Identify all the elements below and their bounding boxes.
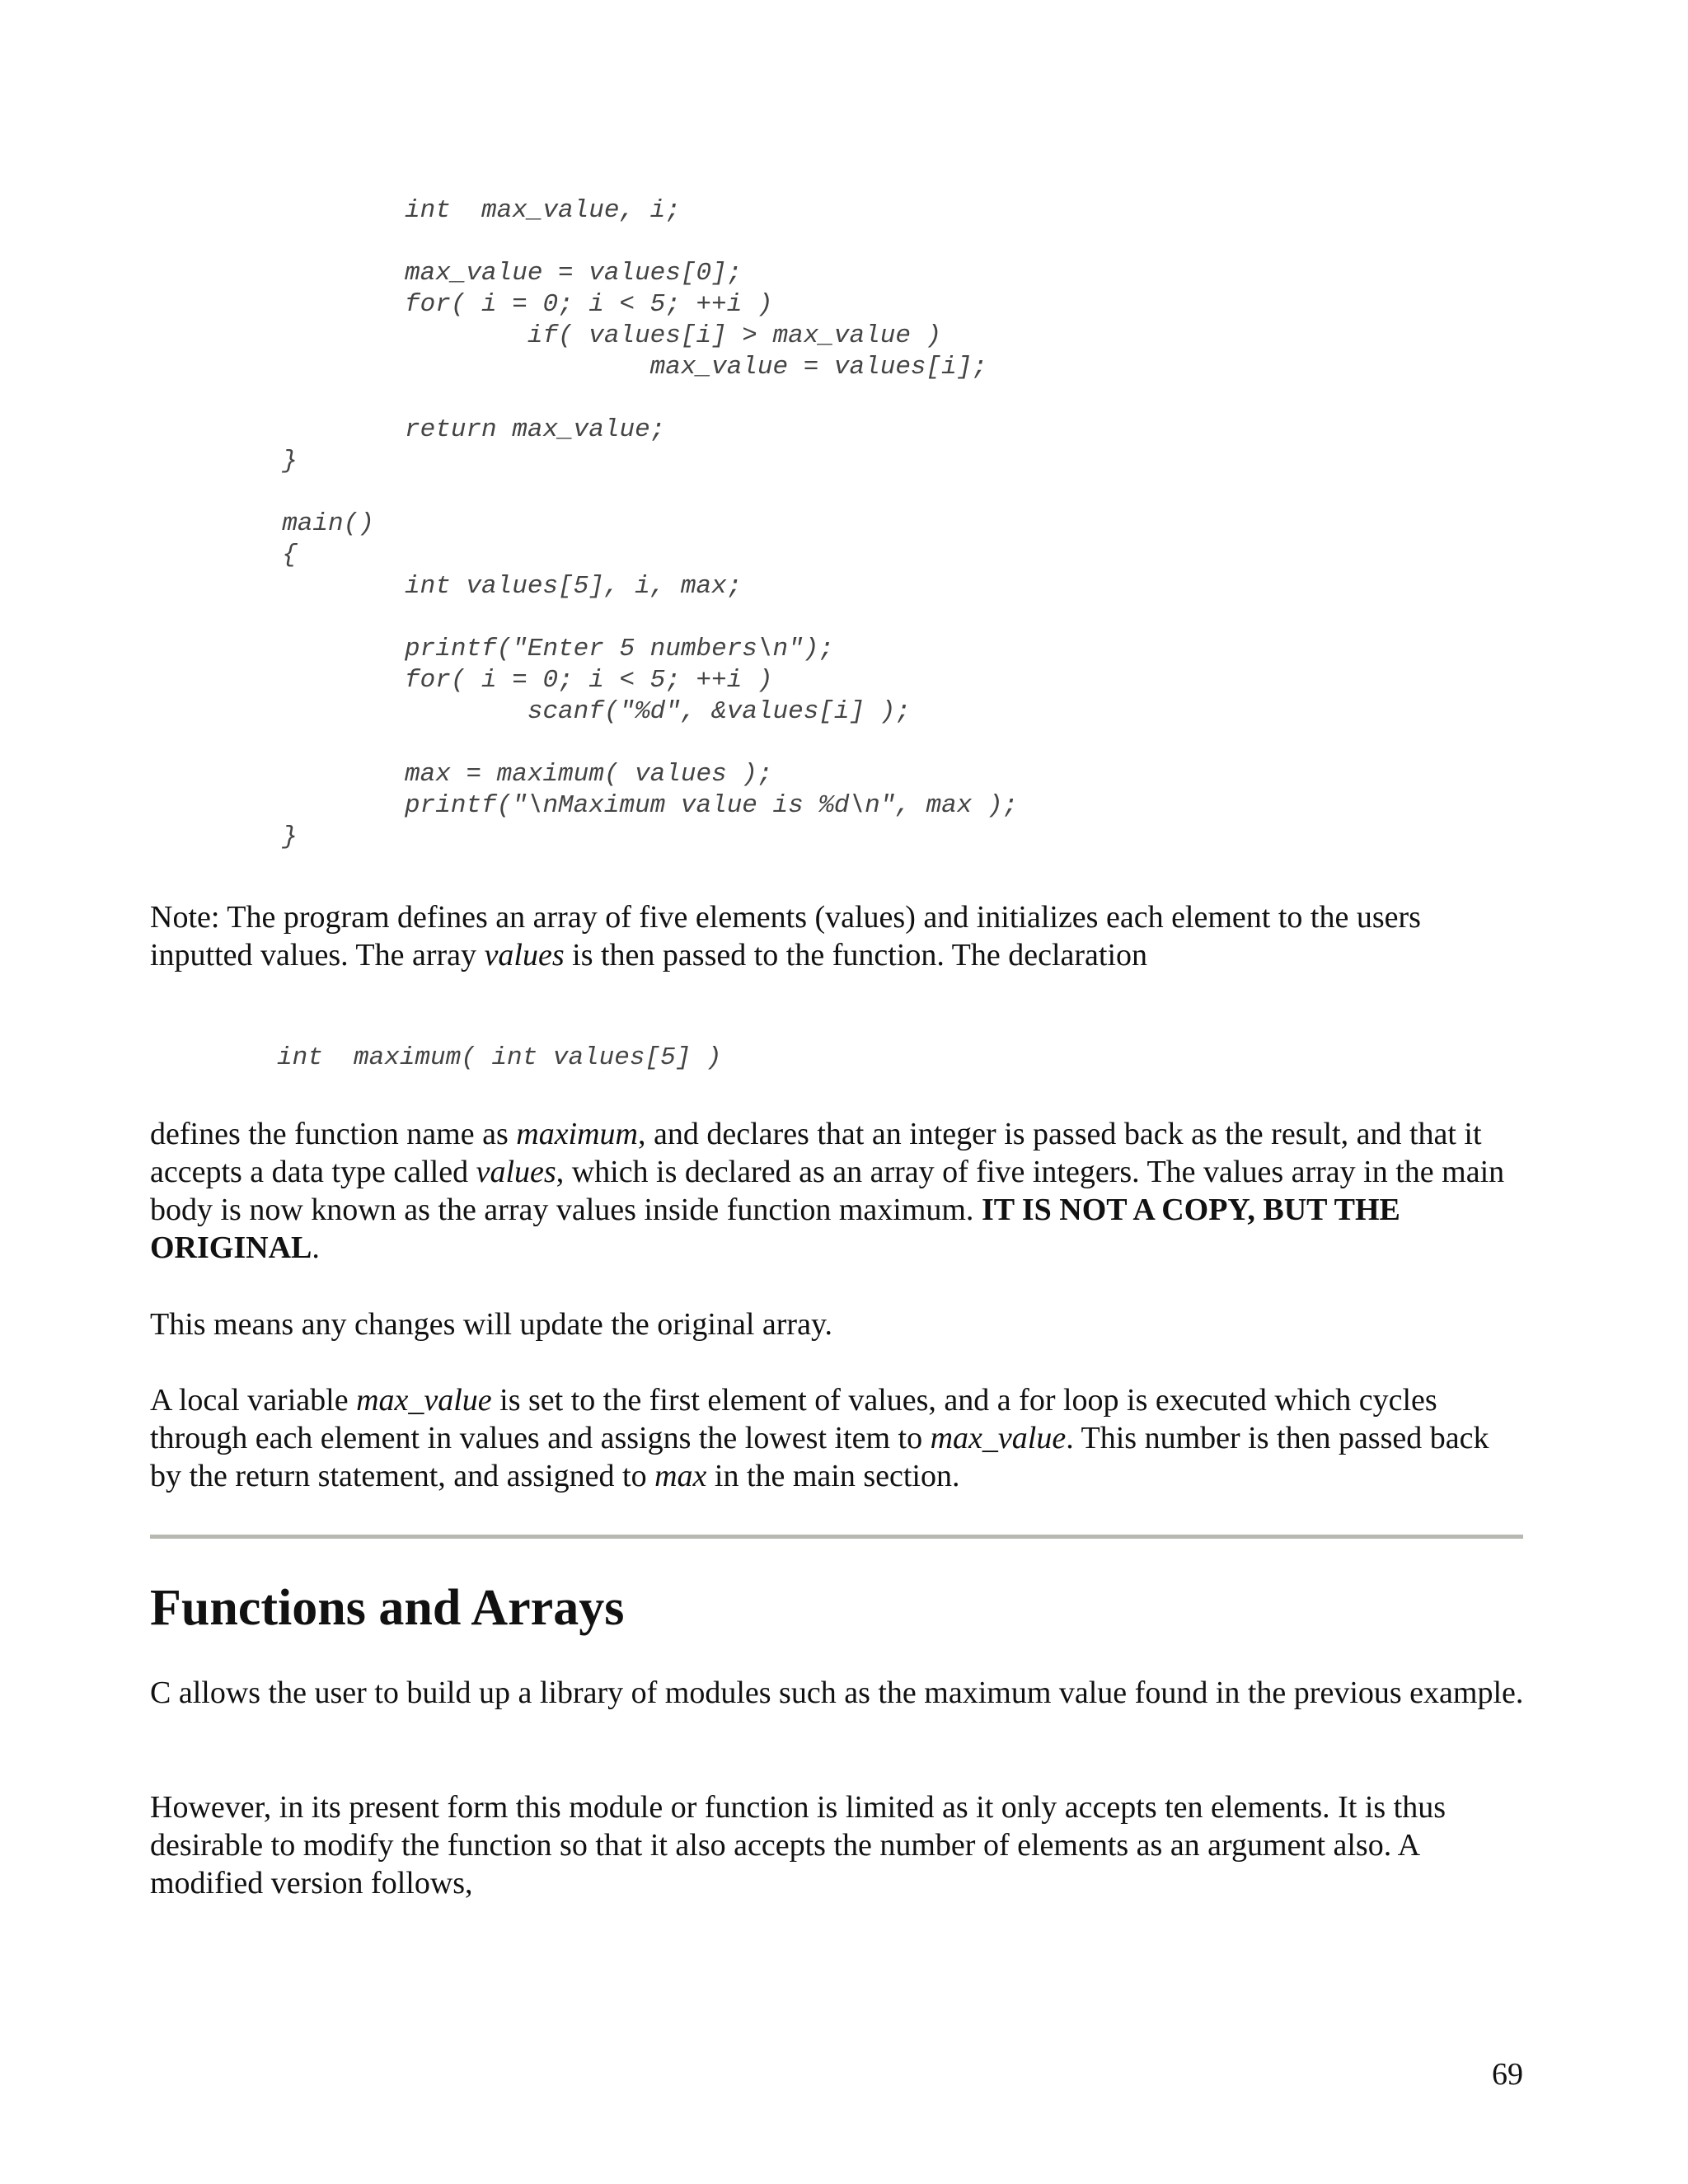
code-line: for( i = 0; i < 5; ++i )	[251, 290, 773, 319]
however-paragraph: However, in its present form this module or function is limited as it only accepts ten elements. It is thus desirable to modify the function so that it also accepts the number of elements as an argument also. A modified version follows,	[150, 1790, 1447, 1900]
code-line: {	[251, 541, 298, 569]
note-emphasis: values	[484, 938, 565, 972]
note-text: is then passed to the function. The declaration	[564, 938, 1148, 972]
code-line	[251, 477, 1018, 509]
code-block-maximum-function	[251, 195, 1018, 853]
code-line: scanf("%d", &values[i] );	[251, 697, 911, 726]
code-line: for( i = 0; i < 5; ++i )	[251, 666, 773, 695]
code-line	[251, 602, 1018, 634]
paragraph-text: defines the function name as	[150, 1117, 517, 1151]
paragraph-emphasis: maximum	[516, 1117, 639, 1151]
code-line: printf("Enter 5 numbers\n");	[251, 635, 834, 663]
code-line: printf("\nMaximum value is %d\n", max );	[251, 791, 1019, 820]
paragraph-emphasis: max_value	[356, 1383, 492, 1418]
paragraph-emphasis: max	[654, 1459, 707, 1493]
paragraph-text: . This number is then passed back by the return statement, and assigned to	[150, 1421, 1489, 1493]
section-divider	[150, 1535, 1523, 1539]
code-line: }	[251, 823, 298, 851]
code-line	[251, 383, 1018, 415]
code-line: main()	[251, 509, 374, 538]
paragraph-text: .	[312, 1230, 320, 1265]
code-line: max = maximum( values );	[251, 760, 773, 789]
defines-paragraph	[150, 1115, 1526, 1267]
code-line: return max_value;	[251, 415, 666, 444]
library-paragraph: C allows the user to build up a library of modules such as the maximum value found in the previous example.	[150, 1675, 1524, 1710]
paragraph-emphasis: values	[476, 1155, 556, 1189]
changes-paragraph: This means any changes will update the original array.	[150, 1307, 832, 1342]
paragraph-emphasis: max_value	[930, 1421, 1067, 1455]
local-variable-paragraph	[150, 1381, 1526, 1495]
paragraph-text: , and declares that an integer is passed back as the result, and that it accepts a data type called	[150, 1117, 1482, 1189]
note-paragraph	[150, 898, 1526, 974]
code-line: }	[251, 447, 298, 476]
code-line: if( values[i] > max_value )	[251, 321, 942, 350]
paragraph-text: in the main section.	[706, 1459, 960, 1493]
paragraph-text: A local variable	[150, 1383, 357, 1418]
paragraph-text: , which is declared as an array of five integers. The values array in the main body is now known as the array values inside function maximum.	[150, 1155, 1505, 1227]
page-number: 69	[1492, 2057, 1523, 2092]
paragraph-strong: IT IS NOT A COPY, BUT THE ORIGINAL	[150, 1193, 1400, 1265]
section-heading: Functions and Arrays	[150, 1580, 625, 1636]
declaration-code	[277, 1043, 722, 1074]
code-line: int maximum( int values[5] )	[277, 1043, 722, 1072]
code-line: int max_value, i;	[251, 196, 681, 225]
code-line	[251, 728, 1018, 759]
code-line: max_value = values[i];	[251, 353, 987, 382]
code-line: int values[5], i, max;	[251, 572, 743, 601]
code-line	[251, 227, 1018, 258]
code-line: max_value = values[0];	[251, 259, 743, 288]
paragraph-text: is set to the first element of values, and a for loop is executed which cycles through each element in values and assigns the lowest item to	[150, 1383, 1437, 1455]
note-text: Note: The program defines an array of five elements (values) and initializes each element to the users inputted values. The array	[150, 900, 1421, 972]
